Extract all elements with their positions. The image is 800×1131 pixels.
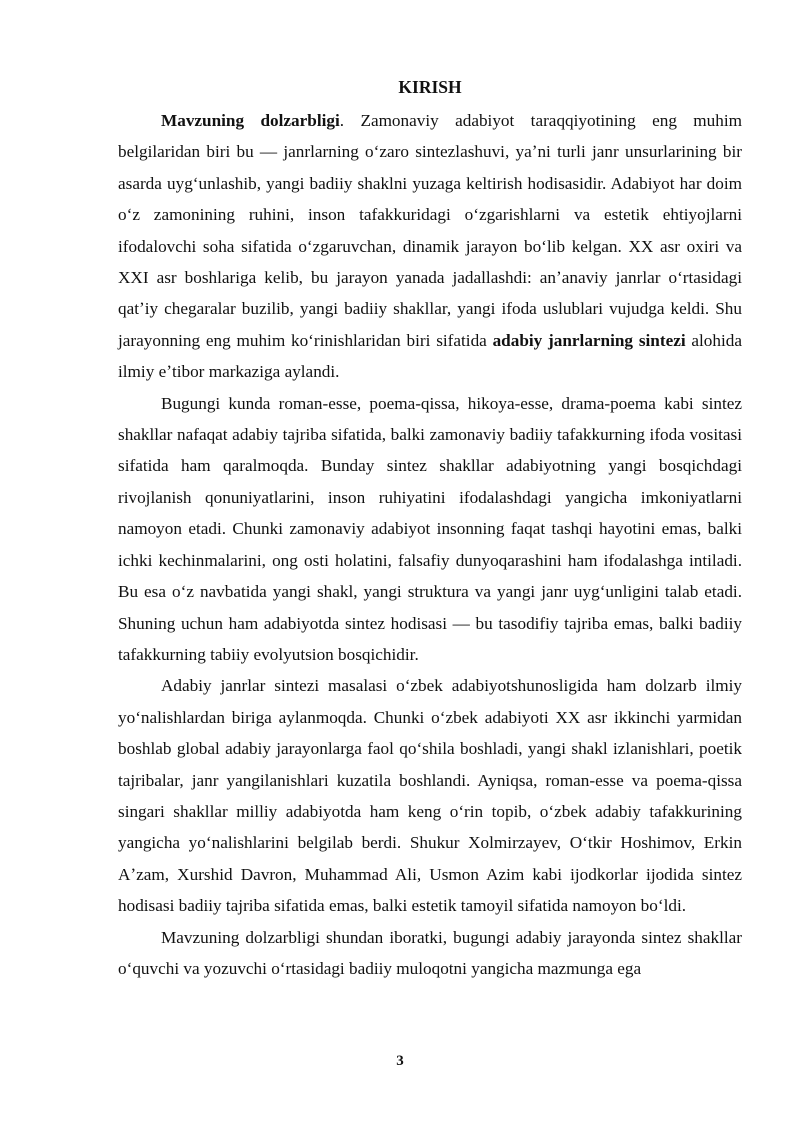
paragraph-uzbek-literature: Adabiy janrlar sintezi masalasi oʻzbek adabiyotshunosligida ham dolzarb ilmiy yoʻnalishlardan biriga aylanmoqda. Chunki oʻzbek adabiyoti XX asr ikkinchi yarmidan boshlab global adabiy jarayonlarga faol qoʻshila boshladi, yangi shakl izlanishlari, poetik tajribalar, janr yangilanishlari kuzatila boshlandi. Ayniqsa, roman-esse va poema-qissa singari shakllar milliy adabiyotda ham keng oʻrin topib, oʻzbek adabiy tafakkurining yangicha yoʻnalishlarini belgilab berdi. Shukur Xolmirzayev, Oʻtkir Hoshimov, Erkin Aʼzam, Xurshid Davron, Muhammad Ali, Usmon Azim kabi ijodkorlar ijodida sintez hodisasi badiiy tajriba sifatida emas, balki estetik tamoyil sifatida namoyon boʻldi.: [118, 676, 742, 916]
section-heading: KIRISH: [398, 77, 462, 97]
relevance-text-part2: alohida ilmiy eʼtibor markaziga aylandi.: [118, 330, 742, 382]
relevance-text-part1: . Zamonaviy adabiyot taraqqiyotining eng muhim belgilaridan biri bu — janrlarning oʻzaro sintezlashuvi, yaʼni turli janr unsurlarining bir asarda uygʻunlashib, yangi badiiy shaklni yuzaga keltirish hodisasidir. Adabiyot har doim oʻz zamonining ruhini, inson tafakkuridagi oʻzgarishlarni va estetik ehtiyojlarni ifodalovchi soha sifatida oʻzgaruvchan, dinamik jarayon boʻlib kelgan. XX asr oxiri va XXI asr boshlariga kelib, bu jarayon yanada jadallashdi: anʼanaviy janrlar oʻrtasidagi qatʼiy chegaralar buzilib, yangi badiiy shakllar, yangi ifoda uslublari vujudga keldi. Shu jarayonning eng muhim koʻrinishlaridan biri sifatida: [118, 111, 743, 350]
genre-synthesis-bold: adabiy janrlarning sintezi: [492, 330, 686, 350]
document-page: [118, 76, 742, 984]
paragraph-relevance-continued: Mavzuning dolzarbligi shundan iboratki, bugungi adabiy jarayonda sintez shakllar oʻquvchi va yozuvchi oʻrtasidagi badiiy muloqotni yangicha mazmunga ega: [118, 927, 742, 978]
paragraph-relevance: [118, 105, 742, 388]
page-number: 3: [396, 1053, 404, 1069]
paragraph-synthesis-forms: Bugungi kunda roman-esse, poema-qissa, hikoya-esse, drama-poema kabi sintez shakllar nafaqat adabiy tajriba sifatida, balki zamonaviy badiiy tafakkurning ifoda vositasi sifatida ham qaralmoqda. Bunday sintez shakllar adabiyotning yangi bosqichdagi rivojlanish qonuniyatlarini, inson ruhiyatini ifodalashdagi yangicha imkoniyatlarni namoyon etadi. Chunki zamonaviy adabiyot insonning faqat tashqi hayotini emas, balki ichki kechinmalarini, ong osti holatini, falsafiy dunyoqarashini ham ifodalashga intiladi. Bu esa oʻz navbatida yangi shakl, yangi struktura va yangi janr uygʻunligini talab etadi. Shuning uchun ham adabiyotda sintez hodisasi — bu tasodifiy tajriba emas, balki badiiy tafakkurning tabiiy evolyutsion bosqichidir.: [118, 393, 742, 664]
relevance-lead-bold: Mavzuning dolzarbligi: [161, 111, 340, 130]
